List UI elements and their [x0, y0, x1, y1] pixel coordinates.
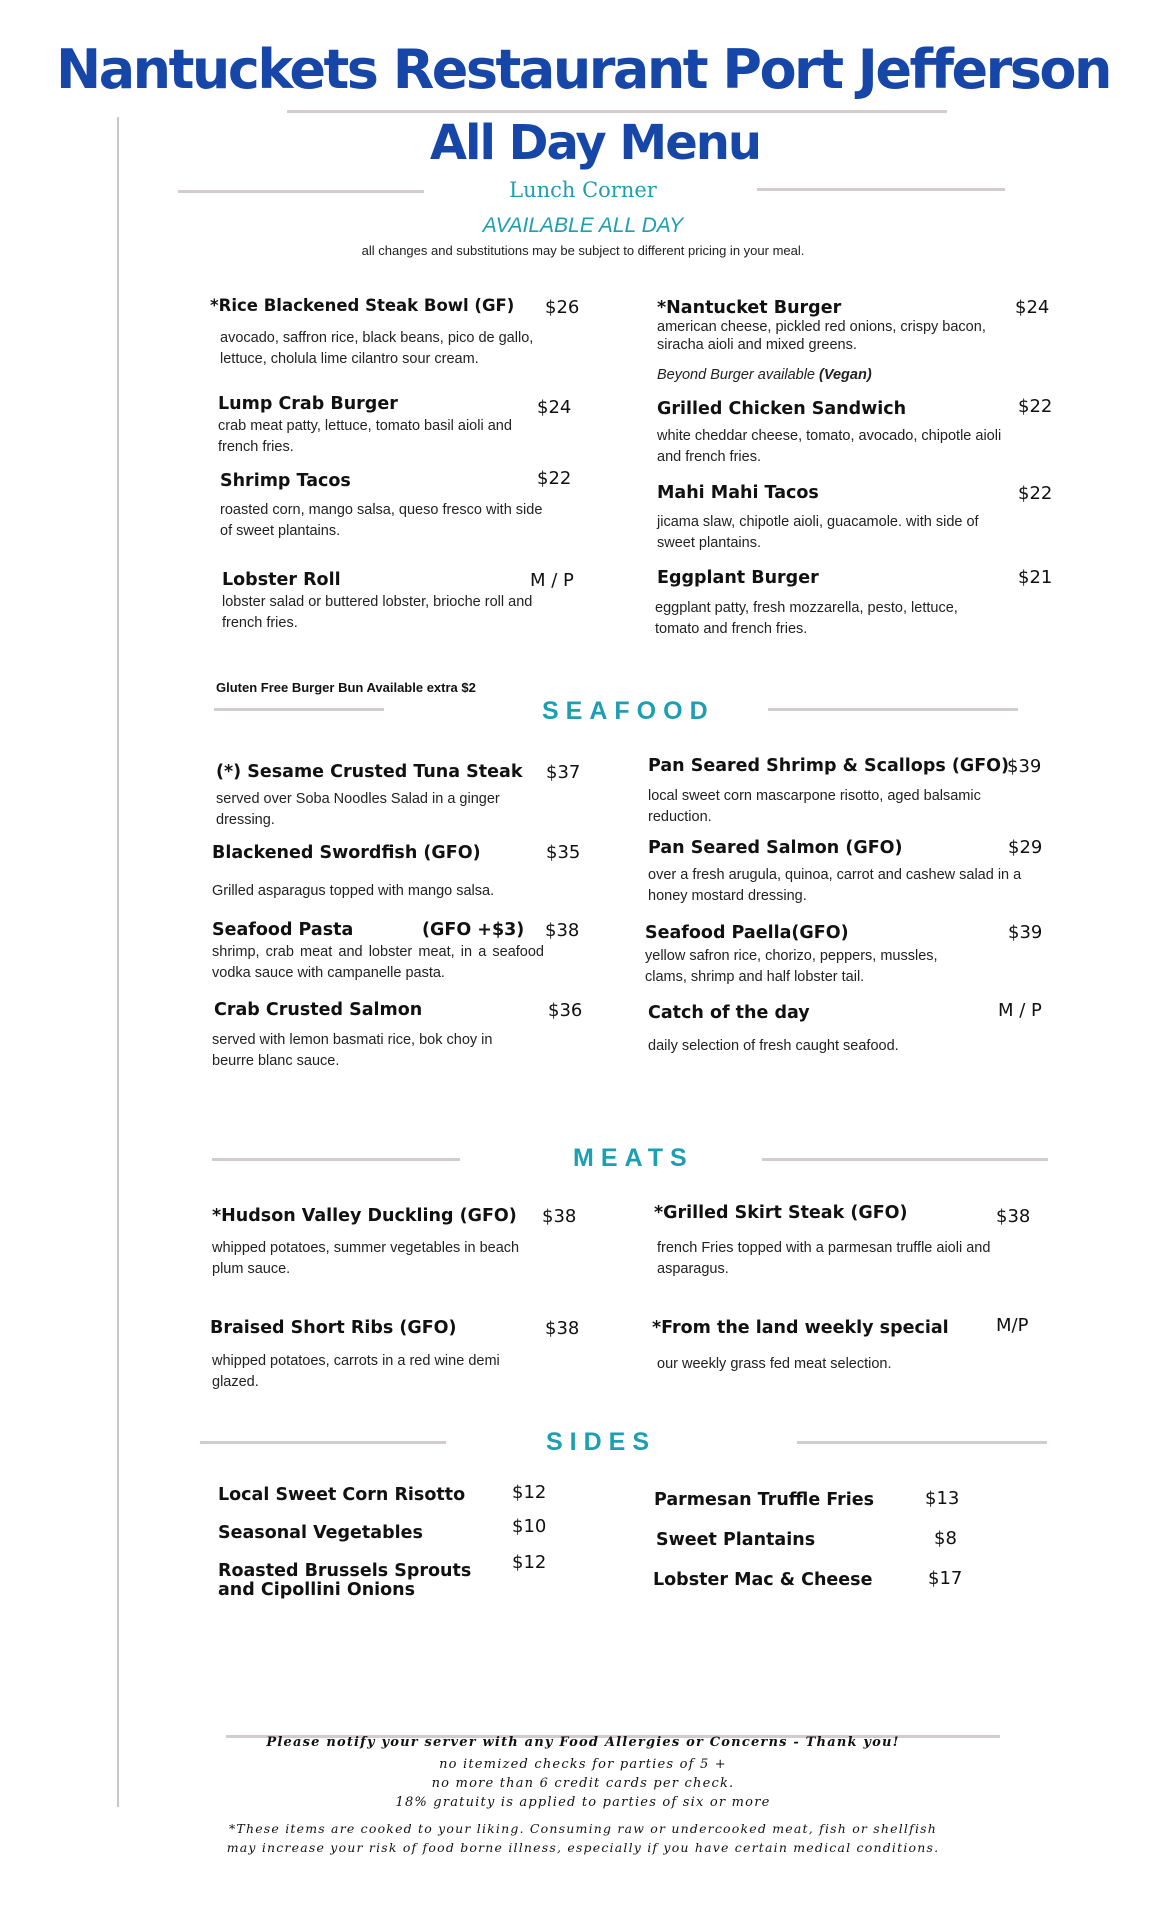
menu-item-price: $26: [545, 297, 580, 318]
menu-item-price: $36: [548, 1000, 583, 1021]
menu-item-name: Catch of the day: [648, 1003, 810, 1023]
beyond-burger-note: [657, 365, 872, 386]
menu-item-name: *Rice Blackened Steak Bowl (GF): [210, 296, 515, 315]
menu-item-name: *Nantucket Burger: [657, 298, 842, 318]
menu-item-name: Mahi Mahi Tacos: [657, 483, 819, 503]
menu-item-name: Seafood Paella(GFO): [645, 923, 849, 943]
menu-item-name: *Grilled Skirt Steak (GFO): [654, 1203, 908, 1223]
menu-item-price: M / P: [530, 570, 574, 591]
menu-item-price: M/P: [996, 1315, 1029, 1336]
side-item-name: Lobster Mac & Cheese: [653, 1570, 873, 1590]
menu-item-description: crab meat patty, lettuce, tomato basil aioli and french fries.: [218, 418, 512, 455]
menu-item-description: jicama slaw, chipotle aioli, guacamole. with side of sweet plantains.: [657, 514, 979, 551]
menu-item-description: roasted corn, mango salsa, queso fresco with side of sweet plantains.: [220, 502, 543, 539]
gratuity-notice: 18% gratuity is applied to parties of six or more: [395, 1795, 771, 1810]
menu-item-name: *From the land weekly special: [652, 1318, 949, 1338]
raw-food-warning-continued: may increase your risk of food borne illness, especially if you have certain medical conditions.: [226, 1840, 940, 1855]
side-item-price: $13: [925, 1488, 960, 1509]
menu-item-name: Blackened Swordfish (GFO): [212, 843, 481, 863]
menu-item-price: $38: [545, 920, 580, 941]
menu-item-price: $29: [1008, 837, 1043, 858]
menu-item-price: $22: [1018, 483, 1053, 504]
menu-item-description: served over Soba Noodles Salad in a ginger dressing.: [216, 791, 500, 828]
seafood-divider-right: [768, 708, 1018, 711]
menu-item-name: *Hudson Valley Duckling (GFO): [212, 1206, 517, 1226]
menu-item-description: our weekly grass fed meat selection.: [657, 1356, 892, 1372]
side-item-name: Parmesan Truffle Fries: [654, 1490, 875, 1510]
menu-item-description: over a fresh arugula, quinoa, carrot and cashew salad in a honey mostard dressing.: [648, 867, 1022, 904]
menu-item-description: yellow safron rice, chorizo, peppers, mussles, clams, shrimp and half lobster tail.: [645, 948, 938, 985]
title-divider: [287, 110, 947, 113]
menu-item-description: eggplant patty, fresh mozzarella, pesto, lettuce, tomato and french fries.: [655, 600, 958, 637]
menu-item-name: Seafood Pasta: [212, 920, 354, 940]
sides-divider-left: [200, 1441, 446, 1444]
menu-item-price: $35: [546, 842, 581, 863]
menu-item-description: whipped potatoes, summer vegetables in beach plum sauce.: [212, 1240, 520, 1277]
side-item-name: Sweet Plantains: [656, 1530, 816, 1550]
menu-item-price: $21: [1018, 567, 1053, 588]
restaurant-title: Nantuckets Restaurant Port Jefferson: [56, 38, 1110, 101]
menu-item-description: american cheese, pickled red onions, crispy bacon, siracha aioli and mixed greens.: [657, 319, 986, 353]
menu-item-description: lobster salad or buttered lobster, brioche roll and french fries.: [222, 594, 533, 631]
vegan-tag: (Vegan): [819, 367, 872, 383]
itemized-checks-notice: no itemized checks for parties of 5 +: [439, 1757, 727, 1772]
menu-item-name: Shrimp Tacos: [220, 471, 351, 491]
sides-divider-right: [797, 1441, 1047, 1444]
menu-subtitle: All Day Menu: [429, 115, 761, 171]
menu-item-name: Grilled Chicken Sandwich: [657, 399, 907, 419]
menu-item-name: Eggplant Burger: [657, 568, 819, 588]
seafood-heading: SEAFOOD: [542, 697, 715, 725]
left-margin-rule: [117, 117, 119, 1807]
menu-item-description: whipped potatoes, carrots in a red wine demi glazed.: [212, 1353, 500, 1390]
menu-item-description: served with lemon basmati rice, bok choy in beurre blanc sauce.: [212, 1032, 493, 1069]
sides-heading: SIDES: [546, 1428, 657, 1456]
menu-item-description: daily selection of fresh caught seafood.: [648, 1038, 899, 1054]
meats-divider-right: [762, 1158, 1048, 1161]
menu-item-price: $38: [996, 1206, 1031, 1227]
side-item-price: $12: [512, 1482, 547, 1503]
gluten-free-note: Gluten Free Burger Bun Available extra $2: [216, 680, 476, 695]
menu-item-description: shrimp, crab meat and lobster meat, in a seafood vodka sauce with campanelle pasta.: [212, 944, 544, 981]
side-item-name: Seasonal Vegetables: [218, 1523, 423, 1543]
menu-item-name: Lobster Roll: [222, 570, 341, 590]
menu-item-price: $39: [1007, 756, 1042, 777]
menu-item-name: Pan Seared Salmon (GFO): [648, 838, 903, 858]
side-item-price: $12: [512, 1552, 547, 1573]
side-item-price: $8: [934, 1528, 957, 1549]
side-item-name: Roasted Brussels Sprouts: [218, 1561, 472, 1581]
allergy-notice: Please notify your server with any Food Allergies or Concerns - Thank you!: [266, 1735, 900, 1750]
meats-divider-left: [212, 1158, 460, 1161]
raw-food-warning: *These items are cooked to your liking. Consuming raw or undercooked meat, fish or shellfish: [228, 1821, 938, 1836]
available-all-day: AVAILABLE ALL DAY: [482, 214, 684, 237]
credit-card-notice: no more than 6 credit cards per check.: [431, 1776, 735, 1791]
lunch-corner-heading: Lunch Corner: [509, 178, 657, 202]
menu-item-description: avocado, saffron rice, black beans, pico de gallo, lettuce, cholula lime cilantro sour cream.: [220, 330, 534, 367]
menu-item-name: Braised Short Ribs (GFO): [210, 1318, 457, 1338]
menu-item-price: $22: [537, 468, 572, 489]
menu-item-description: Grilled asparagus topped with mango salsa.: [212, 883, 495, 899]
meats-heading: MEATS: [573, 1144, 694, 1172]
menu-item-price: $37: [546, 762, 581, 783]
side-item-price: $17: [928, 1568, 963, 1589]
menu-item-name: (*) Sesame Crusted Tuna Steak: [216, 762, 523, 782]
gfo-tag: (GFO +$3): [422, 920, 525, 940]
menu-item-price: $24: [1015, 297, 1050, 318]
menu-item-price: $38: [542, 1206, 577, 1227]
seafood-divider-left: [214, 708, 384, 711]
menu-item-price: $38: [545, 1318, 580, 1339]
menu-item-price: $24: [537, 397, 572, 418]
menu-item-price: $39: [1008, 922, 1043, 943]
menu-item-description: local sweet corn mascarpone risotto, aged balsamic reduction.: [648, 788, 981, 825]
substitution-note: all changes and substitutions may be subject to different pricing in your meal.: [361, 243, 805, 258]
side-item-name: Local Sweet Corn Risotto: [218, 1485, 466, 1505]
side-item-price: $10: [512, 1516, 547, 1537]
beyond-burger-text: Beyond Burger available: [657, 367, 815, 383]
menu-item-description: french Fries topped with a parmesan truffle aioli and asparagus.: [657, 1240, 991, 1277]
menu-item-price: M / P: [998, 1000, 1042, 1021]
menu-item-name: Lump Crab Burger: [218, 394, 398, 414]
menu-item-name: Crab Crusted Salmon: [214, 1000, 423, 1020]
menu-item-price: $22: [1018, 396, 1053, 417]
menu-item-name: Pan Seared Shrimp & Scallops (GFO): [648, 756, 1010, 776]
menu-item-description: white cheddar cheese, tomato, avocado, chipotle aioli and french fries.: [657, 428, 1002, 465]
side-item-name-continued: and Cipollini Onions: [218, 1580, 416, 1600]
